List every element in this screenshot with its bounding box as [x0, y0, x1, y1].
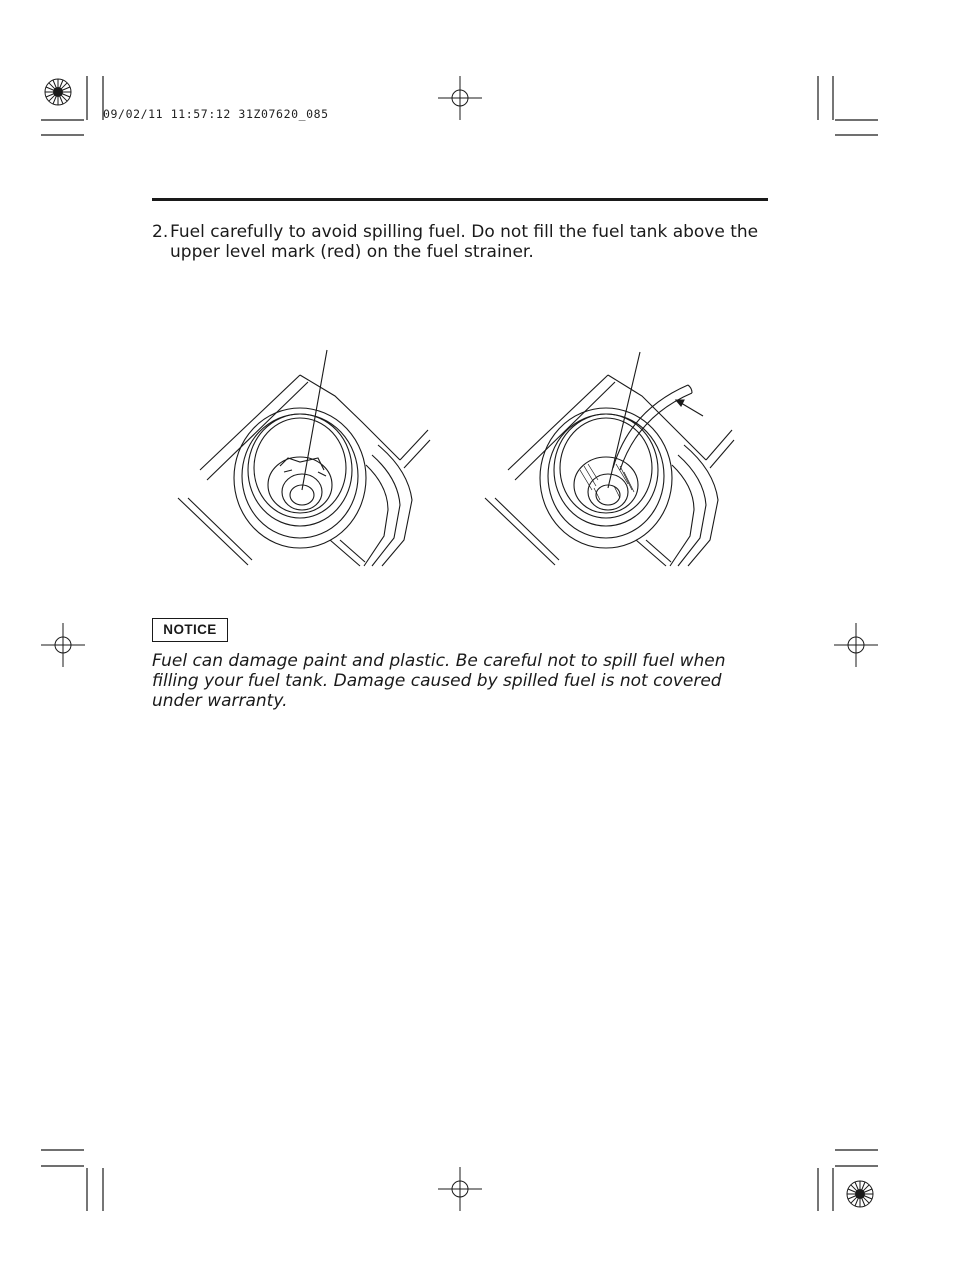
fuel-nozzle-illustration: [485, 352, 734, 566]
instruction-step: [152, 222, 782, 262]
fuel-strainer-illustration: [178, 350, 430, 566]
starburst-mark-bottom-right: [847, 1181, 873, 1207]
step-number: 2.: [152, 222, 169, 242]
print-timestamp: 09/02/11 11:57:12 31Z07620_085: [103, 107, 329, 121]
registration-target-top: [438, 76, 482, 120]
notice-text: Fuel can damage paint and plastic. Be careful not to spill fuel when filling your fuel tank. Damage caused by spilled fuel is not covered under warranty.: [152, 651, 726, 711]
section-divider: [152, 198, 768, 201]
registration-target-bottom: [438, 1167, 482, 1211]
registration-target-right: [834, 623, 878, 667]
notice-badge: NOTICE: [152, 618, 228, 642]
starburst-mark-top-left: [45, 79, 71, 105]
registration-target-left: [41, 623, 85, 667]
step-text: Fuel carefully to avoid spilling fuel. Do not fill the fuel tank above the upper level mark (red) on the fuel strainer.: [170, 222, 759, 262]
